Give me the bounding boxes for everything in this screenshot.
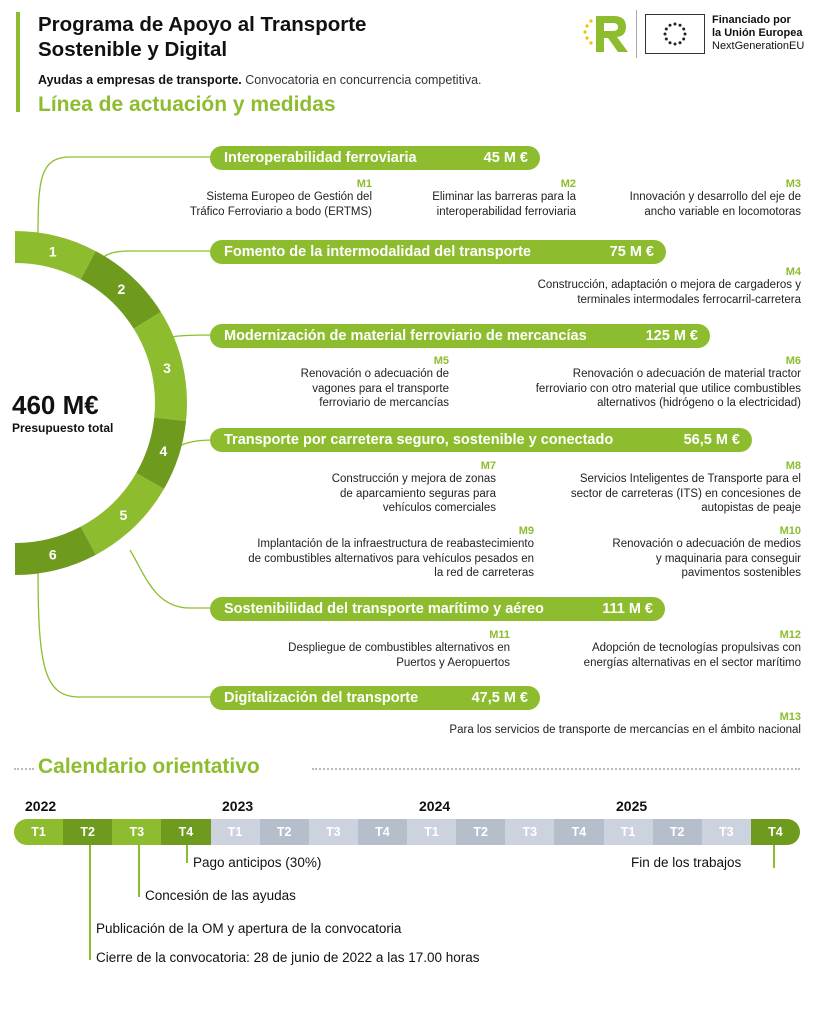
- measure-text: pavimentos sostenibles: [681, 567, 801, 579]
- event-line-fin: [773, 845, 775, 868]
- quarter-cell: T1: [211, 819, 260, 845]
- subtitle-bold: Ayudas a empresas de transporte.: [38, 73, 242, 87]
- measure-text: Innovación y desarrollo del eje de: [629, 191, 801, 203]
- measure-text: Renovación o adecuación de: [300, 368, 449, 380]
- event-line-cierre: [89, 845, 91, 960]
- measure-m2: [376, 178, 576, 219]
- measure-text: de aparcamiento seguras para: [340, 487, 496, 500]
- measure-m3: [576, 178, 801, 219]
- measure-text: Construcción, adaptación o mejora de cargaderos y: [537, 279, 801, 291]
- budget-label: Presupuesto total: [12, 421, 114, 435]
- event-pago: Pago anticipos (30%): [193, 855, 322, 870]
- line-amount: 111 M €: [602, 601, 653, 617]
- quarter-cell: T2: [260, 819, 309, 845]
- eu-line-3: NextGenerationEU: [712, 40, 805, 52]
- measure-text: de combustibles alternativos para vehículos pesados en: [248, 552, 534, 565]
- measure-text: energías alternativas en el sector marítimo: [583, 656, 801, 669]
- title-line-2: Sostenible y Digital: [38, 38, 228, 61]
- ring-segment-label: 1: [48, 243, 57, 260]
- measure-code: M7: [480, 460, 496, 472]
- measure-text: Servicios Inteligentes de Transporte para el: [579, 473, 801, 485]
- year-label: 2025: [616, 798, 648, 814]
- eu-line-1: Financiado por: [712, 14, 791, 26]
- measure-m7: [276, 460, 496, 516]
- measure-code: M1: [356, 178, 372, 190]
- measure-text: interoperabilidad ferroviaria: [436, 205, 576, 218]
- quarter-cell: T1: [14, 819, 63, 845]
- measure-m10: [556, 525, 801, 581]
- event-cierre: Cierre de la convocatoria: 28 de junio de 2022 a las 17.00 horas: [96, 950, 480, 965]
- measure-text: sector de carreteras (ITS) en concesiones de: [570, 487, 801, 500]
- ring-segment-3: [134, 312, 187, 421]
- quarter-cell: T1: [604, 819, 653, 845]
- measure-text: Renovación o adecuación de material tractor: [572, 368, 801, 380]
- line-name: Interoperabilidad ferroviaria: [224, 150, 417, 166]
- subtitle-rest: Convocatoria en concurrencia competitiva.: [245, 73, 482, 87]
- measure-m5: [249, 355, 449, 411]
- year-label: 2024: [419, 798, 451, 814]
- line-pill-2: [210, 240, 666, 264]
- line-amount: 47,5 M €: [471, 690, 528, 706]
- measure-m11: [220, 629, 510, 670]
- line-amount: 125 M €: [645, 328, 698, 344]
- eu-flag-icon: [645, 14, 705, 54]
- measure-m4: [441, 266, 801, 307]
- measure-m9: [184, 525, 534, 581]
- measure-text: vagones para el transporte: [312, 382, 449, 395]
- measure-text: la red de carreteras: [434, 567, 534, 579]
- measure-text: Construcción y mejora de zonas: [331, 473, 496, 485]
- measure-code: M13: [779, 711, 801, 723]
- measure-m6: [461, 355, 801, 411]
- measure-text: Adopción de tecnologías propulsivas con: [591, 642, 801, 654]
- year-label: 2022: [25, 798, 57, 814]
- eu-funding-text: [712, 14, 804, 53]
- section-title: Línea de actuación y medidas: [38, 93, 336, 116]
- line-pill-6: [210, 686, 540, 710]
- divider-right: [312, 768, 800, 770]
- measure-text: Renovación o adecuación de medios: [612, 538, 801, 550]
- calendar-title: Calendario orientativo: [38, 755, 260, 778]
- line-pill-3: [210, 324, 710, 348]
- eu-line-2: la Unión Europea: [712, 27, 803, 39]
- quarter-cell: T3: [505, 819, 554, 845]
- ring-segment-label: 4: [159, 443, 168, 460]
- event-line-pago: [186, 845, 188, 863]
- accent-bar: [16, 12, 20, 112]
- logo-divider: [636, 10, 637, 58]
- measure-text: alternativos (hidrógeno o la electricidad): [597, 397, 801, 409]
- event-publicacion: Publicación de la OM y apertura de la convocatoria: [96, 921, 402, 936]
- event-line-concesion: [138, 845, 140, 897]
- measure-text: Despliegue de combustibles alternativos en: [288, 642, 510, 654]
- line-amount: 75 M €: [609, 244, 654, 260]
- measure-code: M8: [785, 460, 801, 472]
- measure-text: vehículos comerciales: [382, 502, 496, 514]
- subtitle: [38, 73, 482, 87]
- measure-text: terminales intermodales ferrocarril-carretera: [577, 293, 801, 306]
- connector-6: [38, 570, 212, 697]
- title-line-1: Programa de Apoyo al Transporte: [38, 13, 367, 36]
- ring-segment-label: 2: [117, 280, 126, 297]
- line-name: Fomento de la intermodalidad del transporte: [224, 244, 531, 260]
- measure-code: M5: [433, 355, 449, 367]
- measure-text: y maquinaria para conseguir: [655, 552, 801, 565]
- quarter-cell: T2: [63, 819, 112, 845]
- ring-segment-label: 3: [163, 359, 171, 376]
- quarter-cell: T3: [309, 819, 358, 845]
- ring-segment-label: 6: [48, 546, 57, 563]
- line-name: Transporte por carretera seguro, sostenible y conectado: [224, 432, 614, 448]
- year-label: 2023: [222, 798, 254, 814]
- measure-m8: [511, 460, 801, 516]
- measure-text: ferroviario de mercancías: [319, 397, 449, 409]
- event-concesion: Concesión de las ayudas: [145, 888, 296, 903]
- measure-code: M4: [785, 266, 801, 278]
- measure-text: Tráfico Ferroviario a bodo (ERTMS): [189, 205, 372, 218]
- measure-text: ancho variable en locomotoras: [644, 205, 801, 218]
- measure-code: M2: [560, 178, 576, 190]
- line-name: Modernización de material ferroviario de mercancías: [224, 328, 587, 344]
- quarter-cell: T2: [456, 819, 505, 845]
- measure-text: Implantación de la infraestructura de reabastecimiento: [257, 538, 534, 550]
- measure-text: Sistema Europeo de Gestión del: [206, 191, 372, 203]
- quarter-cell: T1: [407, 819, 456, 845]
- quarter-cell: T4: [554, 819, 603, 845]
- measure-m13: [341, 711, 801, 738]
- ring-segment-label: 5: [119, 507, 128, 524]
- measure-code: M6: [785, 355, 801, 367]
- quarter-cell: T4: [358, 819, 407, 845]
- line-pill-5: [210, 597, 665, 621]
- measure-text: Eliminar las barreras para la: [432, 191, 576, 203]
- measure-code: M3: [785, 178, 801, 190]
- page-title: [38, 12, 366, 62]
- line-pill-4: [210, 428, 752, 452]
- divider-left: [14, 768, 34, 770]
- quarter-cell: T4: [161, 819, 210, 845]
- measure-text: autopistas de peaje: [701, 502, 801, 514]
- budget-total: 460 M€: [12, 390, 99, 420]
- line-name: Digitalización del transporte: [224, 690, 419, 706]
- measure-text: Puertos y Aeropuertos: [396, 656, 510, 669]
- line-pill-1: [210, 146, 540, 170]
- measure-code: M10: [779, 525, 801, 537]
- quarter-cell: T2: [653, 819, 702, 845]
- line-name: Sostenibilidad del transporte marítimo y aéreo: [224, 601, 544, 617]
- measure-m1: [112, 178, 372, 219]
- measure-code: M12: [779, 629, 801, 641]
- measure-m12: [521, 629, 801, 670]
- timeline-bar: [14, 819, 800, 845]
- quarter-cell: T3: [702, 819, 751, 845]
- quarter-cell: T4: [751, 819, 800, 845]
- event-fin: Fin de los trabajos: [631, 855, 742, 870]
- line-amount: 45 M €: [483, 150, 528, 166]
- measure-code: M9: [518, 525, 534, 537]
- r-logo: [582, 12, 630, 54]
- line-amount: 56,5 M €: [683, 432, 740, 448]
- measure-text: Para los servicios de transporte de mercancías en el ámbito nacional: [449, 724, 801, 736]
- measure-code: M11: [489, 629, 510, 641]
- quarter-cell: T3: [112, 819, 161, 845]
- measure-text: ferroviario con otro material que utilice combustibles: [535, 382, 801, 395]
